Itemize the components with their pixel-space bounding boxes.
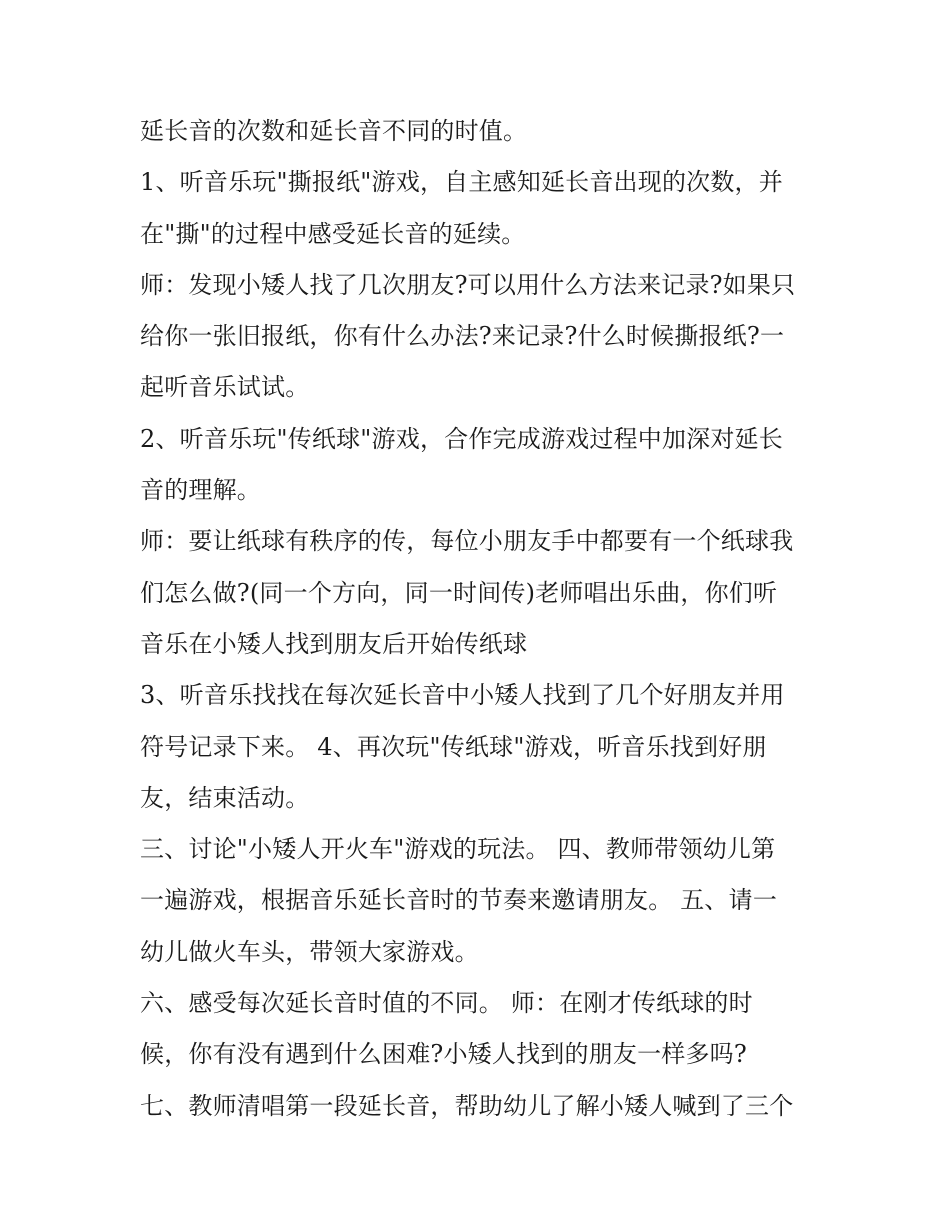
text-line: 符号记录下来。 4、再次玩"传纸球"游戏，听音乐找到好朋 xyxy=(140,732,767,761)
text-line: 候，你有没有遇到什么困难?小矮人找到的朋友一样多吗? xyxy=(140,1040,747,1069)
text-line: 1、听音乐玩"撕报纸"游戏，自主感知延长音出现的次数，并 xyxy=(140,168,783,197)
text-line: 一遍游戏，根据音乐延长音时的节奏来邀请朋友。 五、请一 xyxy=(140,886,778,915)
text-line: 六、感受每次延长音时值的不同。 师：在刚才传纸球的时 xyxy=(140,989,753,1018)
text-line: 师：发现小矮人找了几次朋友?可以用什么方法来记录?如果只 xyxy=(140,270,796,299)
text-line: 2、听音乐玩"传纸球"游戏，合作完成游戏过程中加深对延长 xyxy=(140,424,783,453)
text-line: 幼儿做火车头，带领大家游戏。 xyxy=(140,937,479,966)
text-line: 3、听音乐找找在每次延长音中小矮人找到了几个好朋友并用 xyxy=(140,681,785,710)
text-line: 七、教师清唱第一段延长音，帮助幼儿了解小矮人喊到了三个 xyxy=(140,1091,794,1120)
text-line: 友，结束活动。 xyxy=(140,783,310,812)
text-line: 给你一张旧报纸，你有什么办法?来记录?什么时候撕报纸?一 xyxy=(140,322,785,351)
text-line: 起听音乐试试。 xyxy=(140,373,310,402)
document-body xyxy=(140,106,820,1132)
text-line: 在"撕"的过程中感受延长音的延续。 xyxy=(140,219,526,248)
text-line: 师：要让纸球有秩序的传，每位小朋友手中都要有一个纸球我 xyxy=(140,527,794,556)
text-line: 延长音的次数和延长音不同的时值。 xyxy=(140,117,528,145)
text-line: 音乐在小矮人找到朋友后开始传纸球 xyxy=(140,629,528,658)
text-line: 们怎么做?(同一个方向，同一时间传)老师唱出乐曲，你们听 xyxy=(140,578,778,607)
text-line: 音的理解。 xyxy=(140,476,261,505)
text-line: 三、讨论"小矮人开火车"游戏的玩法。 四、教师带领幼儿第 xyxy=(140,835,776,864)
